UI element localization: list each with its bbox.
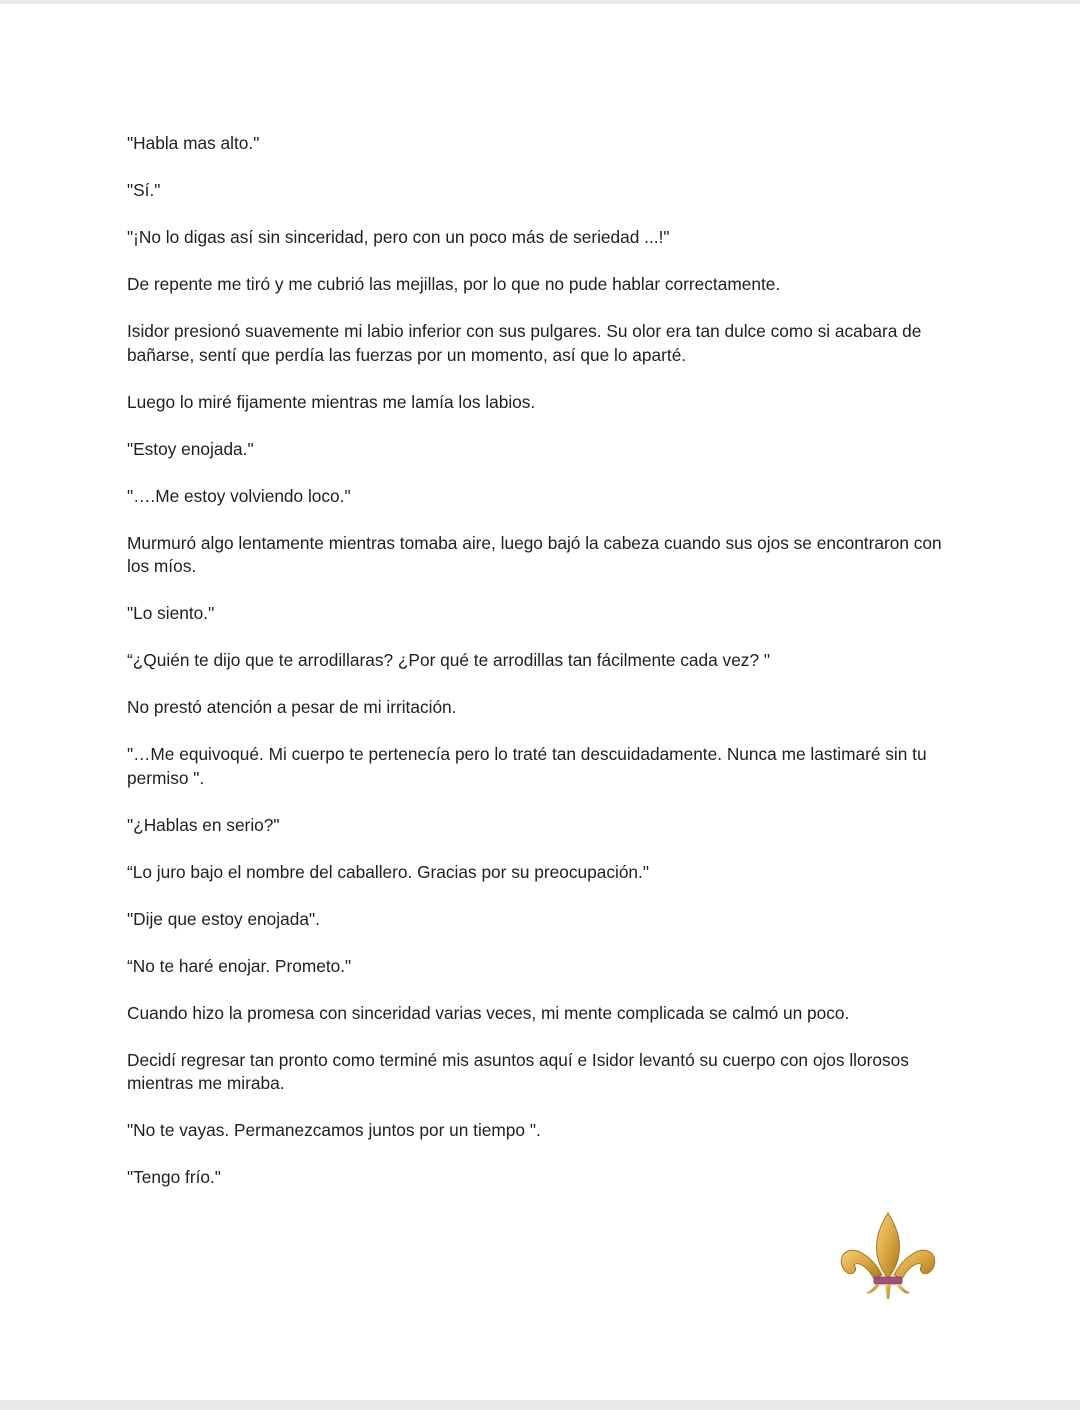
- paragraph: "…Me equivoqué. Mi cuerpo te pertenecía pero lo traté tan descuidadamente. Nunca me lastimaré sin tu permiso ".: [127, 744, 927, 788]
- fleur-de-lis-icon: [836, 1209, 940, 1334]
- watermark-logo: [836, 1209, 940, 1334]
- paragraph: “Lo juro bajo el nombre del caballero. Gracias por su preocupación.": [127, 861, 649, 882]
- paragraph: No prestó atención a pesar de mi irritación.: [127, 697, 457, 717]
- paragraph: "….Me estoy volviendo loco.": [127, 485, 351, 506]
- paragraph: “¿Quién te dijo que te arrodillaras? ¿Por qué te arrodillas tan fácilmente cada vez? ": [127, 650, 770, 670]
- paragraph: "Dije que estoy enojada".: [127, 908, 320, 929]
- paragraph: "¿Hablas en serio?": [127, 814, 280, 835]
- paragraph: "¡No lo digas así sin sinceridad, pero con un poco más de seriedad ...!": [127, 227, 670, 247]
- document-body: [127, 132, 952, 1213]
- document-page: [0, 4, 1080, 1400]
- paragraph: "Sí.": [127, 180, 161, 200]
- paragraph: "Habla mas alto.": [127, 133, 260, 153]
- paragraph: "Lo siento.": [127, 603, 215, 623]
- paragraph: "Estoy enojada.": [127, 438, 254, 459]
- paragraph: "No te vayas. Permanezcamos juntos por un tiempo ".: [127, 1120, 541, 1140]
- paragraph: Decidí regresar tan pronto como terminé mis asuntos aquí e Isidor levantó su cuerpo con ojos llorosos mientras me miraba.: [127, 1049, 909, 1093]
- paragraph: Murmuró algo lentamente mientras tomaba aire, luego bajó la cabeza cuando sus ojos se encontraron con los míos.: [127, 532, 942, 576]
- paragraph: “No te haré enojar. Prometo.": [127, 955, 352, 976]
- paragraph: "Tengo frío.": [127, 1167, 221, 1187]
- paragraph: De repente me tiró y me cubrió las mejillas, por lo que no pude hablar correctamente.: [127, 274, 781, 294]
- paragraph: Isidor presionó suavemente mi labio inferior con sus pulgares. Su olor era tan dulce como si acabara de bañarse, sentí que perdía las fuerzas por un momento, así que lo aparté.: [127, 321, 922, 365]
- paragraph: Cuando hizo la promesa con sinceridad varias veces, mi mente complicada se calmó un poco.: [127, 1002, 850, 1023]
- paragraph: Luego lo miré fijamente mientras me lamía los labios.: [127, 391, 536, 412]
